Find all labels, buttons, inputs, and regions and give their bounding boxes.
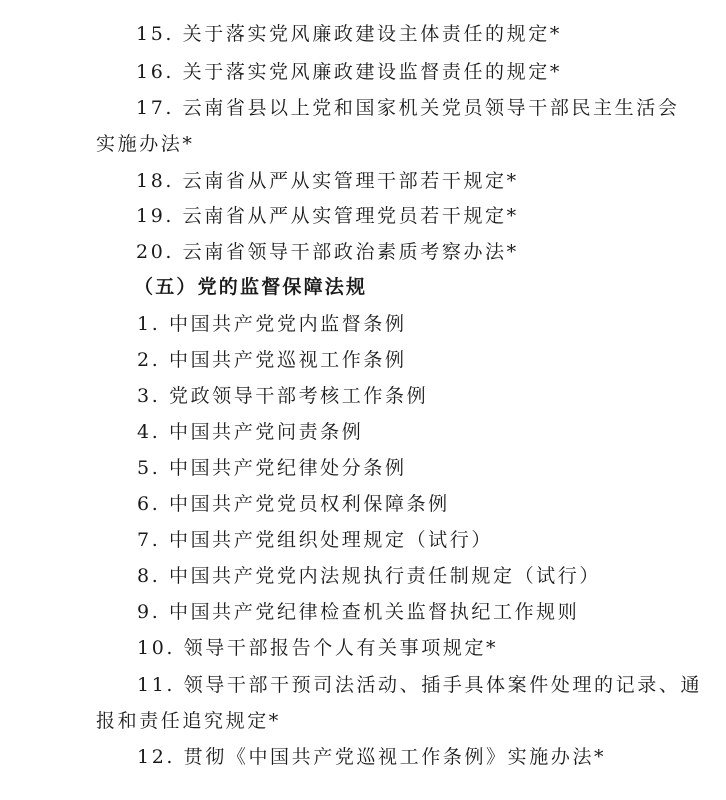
list-item: 17. 云南省县以上党和国家机关党员领导干部民主生活会 xyxy=(136,97,680,119)
list-item: 12. 贯彻《中国共产党巡视工作条例》实施办法* xyxy=(137,746,607,768)
list-item: 2. 中国共产党巡视工作条例 xyxy=(137,349,407,371)
list-item: 20. 云南省领导干部政治素质考察办法* xyxy=(136,241,519,263)
list-item: 18. 云南省从严从实管理干部若干规定* xyxy=(136,170,519,192)
list-item: 10. 领导干部报告个人有关事项规定* xyxy=(137,637,499,659)
list-item: 19. 云南省从严从实管理党员若干规定* xyxy=(136,205,519,227)
list-item: 6. 中国共产党党员权利保障条例 xyxy=(137,493,450,515)
list-item: 5. 中国共产党纪律处分条例 xyxy=(137,457,407,479)
list-item: 3. 党政领导干部考核工作条例 xyxy=(137,385,429,407)
list-item: 15. 关于落实党风廉政建设主体责任的规定* xyxy=(136,23,562,45)
list-item: 8. 中国共产党党内法规执行责任制规定（试行） xyxy=(137,565,601,587)
list-item-continuation: 报和责任追究规定* xyxy=(96,710,281,732)
section-heading: （五）党的监督保障法规 xyxy=(134,276,368,298)
list-item-continuation: 实施办法* xyxy=(96,133,195,155)
list-item: 1. 中国共产党党内监督条例 xyxy=(137,313,407,335)
list-item: 11. 领导干部干预司法活动、插手具体案件处理的记录、通 xyxy=(137,674,703,696)
list-item: 7. 中国共产党组织处理规定（试行） xyxy=(137,529,493,551)
list-item: 16. 关于落实党风廉政建设监督责任的规定* xyxy=(136,61,562,83)
list-item: 9. 中国共产党纪律检查机关监督执纪工作规则 xyxy=(137,601,580,623)
list-item: 4. 中国共产党问责条例 xyxy=(137,421,364,443)
